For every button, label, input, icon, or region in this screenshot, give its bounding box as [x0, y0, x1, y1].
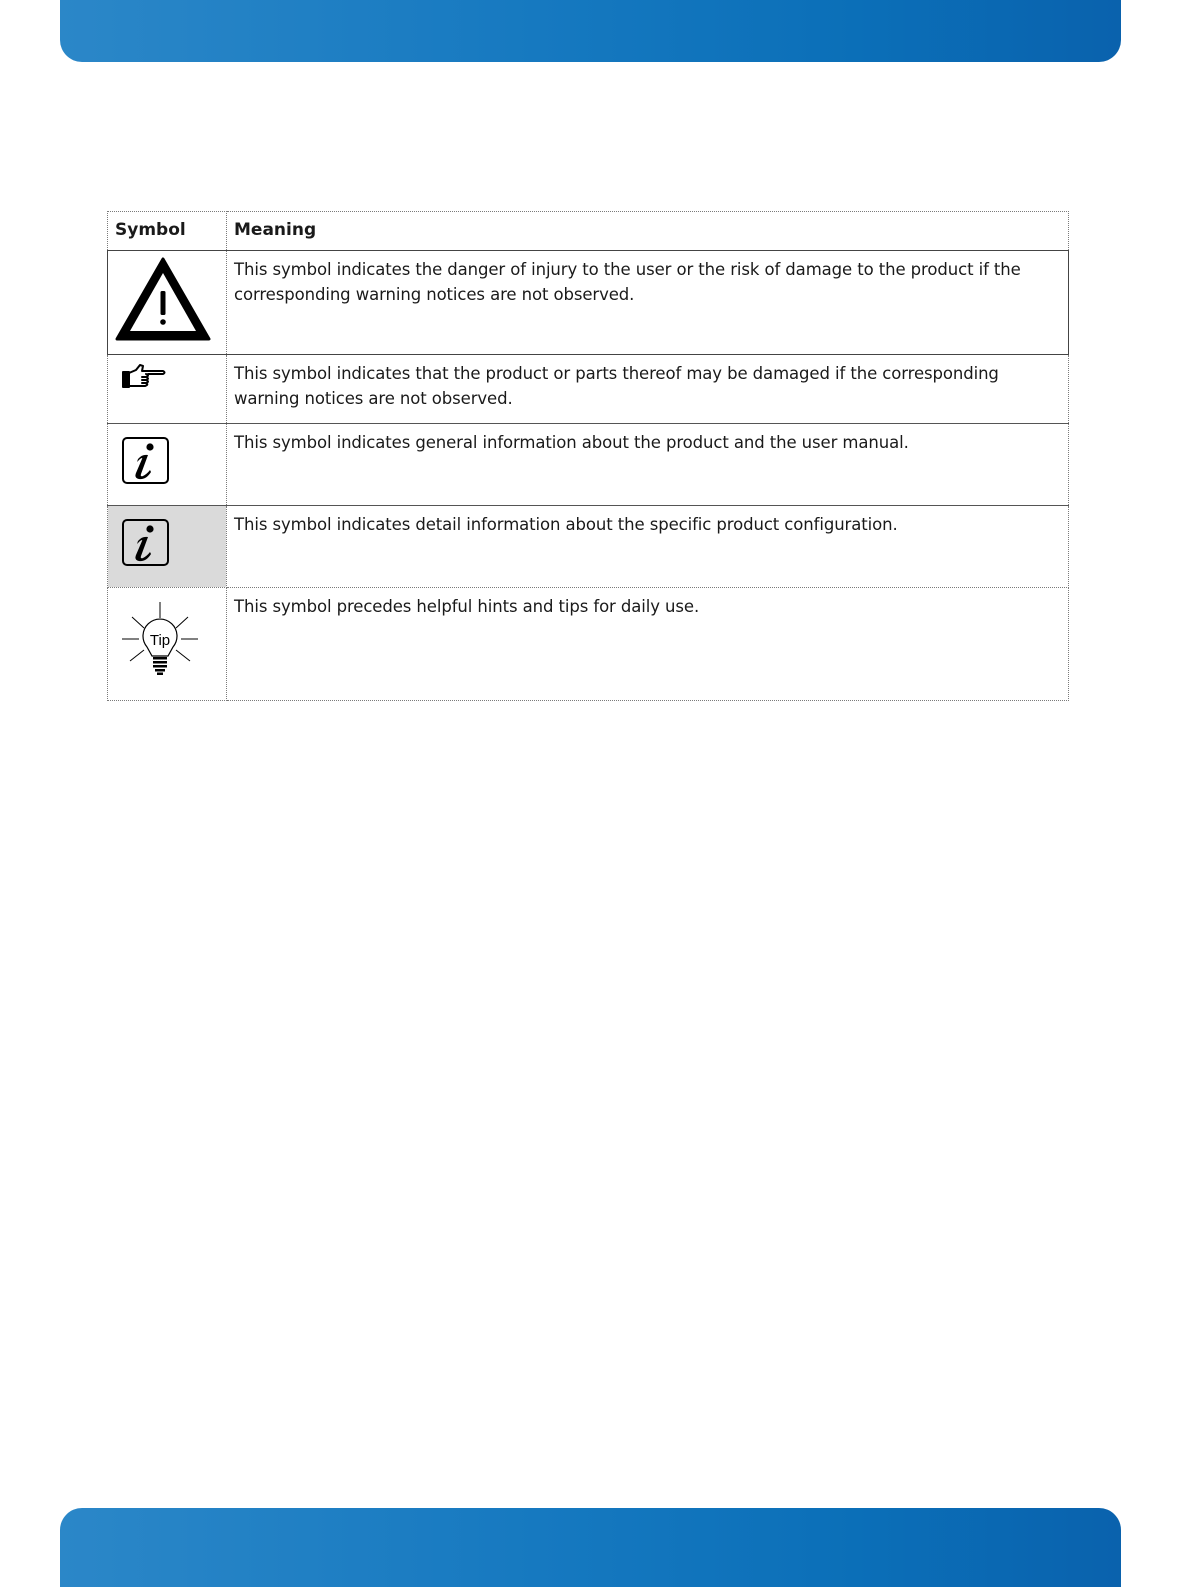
meaning-cell: This symbol precedes helpful hints and tips for daily use. — [227, 588, 1069, 701]
table-row — [108, 355, 1069, 424]
table-row — [108, 506, 1069, 588]
symbol-cell — [108, 251, 227, 355]
warning-triangle-icon — [108, 251, 226, 347]
symbol-cell — [108, 355, 227, 424]
tip-lightbulb-icon — [108, 588, 226, 693]
pointing-hand-icon — [108, 355, 226, 395]
header-band — [60, 0, 1121, 62]
symbol-cell — [108, 588, 227, 701]
symbol-cell — [108, 424, 227, 506]
svg-text:Tip: Tip — [149, 632, 171, 649]
table-header-row — [108, 212, 1069, 251]
table-row — [108, 251, 1069, 355]
meaning-cell: This symbol indicates detail information about the specific product configuration. — [227, 506, 1069, 588]
info-detail-icon — [108, 506, 226, 580]
info-icon — [108, 424, 226, 498]
footer-band — [60, 1508, 1121, 1587]
header-symbol: Symbol — [108, 212, 227, 251]
meaning-cell: This symbol indicates the danger of injury to the user or the risk of damage to the product if the corresponding warning notices are not observed. — [227, 251, 1069, 355]
meaning-cell: This symbol indicates general information about the product and the user manual. — [227, 424, 1069, 506]
symbol-table — [107, 211, 1069, 701]
table-row — [108, 588, 1069, 701]
symbol-cell — [108, 506, 227, 588]
table-row — [108, 424, 1069, 506]
meaning-cell: This symbol indicates that the product or parts thereof may be damaged if the corresponding warning notices are not observed. — [227, 355, 1069, 424]
header-meaning: Meaning — [227, 212, 1069, 251]
